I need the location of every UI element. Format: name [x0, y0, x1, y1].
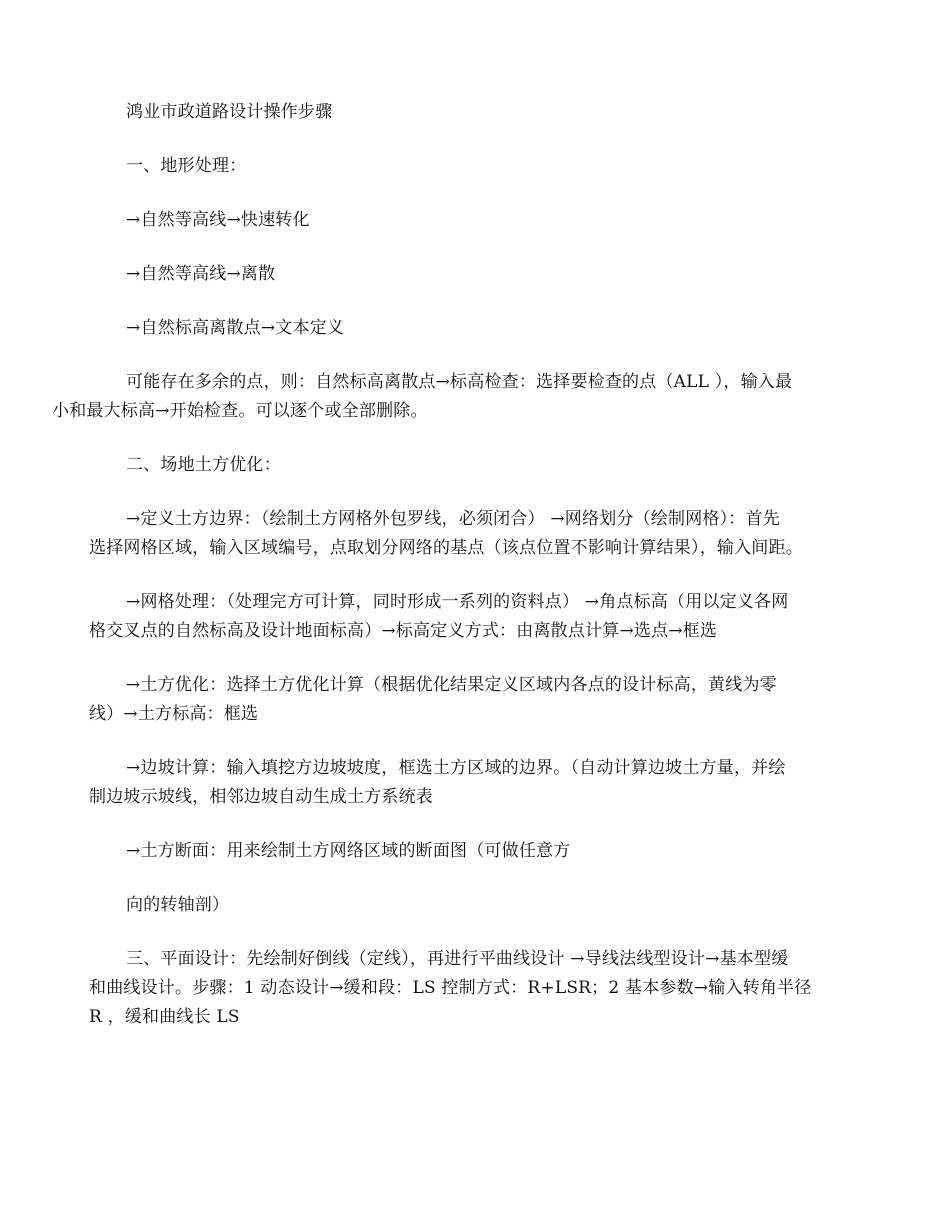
paragraph-line: 小和最大标高→开始检查。可以逐个或全部删除。	[52, 401, 428, 421]
paragraph-line: 线）→土方标高：框选	[89, 704, 259, 724]
terrain-note-paragraph	[52, 368, 864, 426]
earthwork-boundary-paragraph	[89, 505, 864, 563]
paragraph-line: 制边坡示坡线，相邻边坡自动生成土方系统表	[89, 787, 433, 807]
paragraph-line: 三、平面设计：先绘制好倒线（定线），再进行平曲线设计 →导线法线型设计→基本型缓	[126, 949, 789, 969]
earthwork-grid-paragraph	[89, 588, 864, 646]
plane-design-paragraph	[89, 945, 864, 1032]
earthwork-optimize-paragraph	[89, 671, 864, 729]
paragraph-line: 和曲线设计。步骤：1 动态设计→缓和段：LS 控制方式：R+LSR；2 基本参数→输入转角半径	[89, 978, 812, 998]
document-title: 鸿业市政道路设计操作步骤	[126, 102, 333, 122]
earthwork-slope-paragraph	[89, 754, 864, 812]
paragraph-line: →网格处理：（处理完方可计算，同时形成一系列的资料点） →角点标高（用以定义各网	[126, 592, 789, 612]
terrain-step-contour-discrete: →自然等高线→离散	[126, 264, 276, 284]
paragraph-line: →定义土方边界：（绘制土方网格外包罗线，必须闭合） →网络划分（绘制网格）：首先	[126, 509, 780, 529]
paragraph-line: 可能存在多余的点，则：自然标高离散点→标高检查：选择要检查的点（ALL ），输入最	[126, 372, 793, 392]
paragraph-line: R ，缓和曲线长 LS	[89, 1007, 240, 1027]
document-body	[52, 98, 864, 1057]
terrain-step-contour-convert: →自然等高线→快速转化	[126, 210, 310, 230]
earthwork-section-continuation: 向的转轴剖）	[126, 895, 230, 915]
earthwork-section-paragraph: →土方断面：用来绘制土方网络区域的断面图（可做任意方	[126, 841, 571, 861]
section-heading-terrain: 一、地形处理：	[126, 156, 247, 176]
section-heading-earthwork: 二、场地土方优化：	[126, 455, 281, 475]
paragraph-line: →边坡计算：输入填挖方边坡坡度，框选土方区域的边界。（自动计算边坡土方量，并绘	[126, 758, 786, 778]
paragraph-line: 选择网格区域，输入区域编号，点取划分网络的基点（该点位置不影响计算结果），输入间距。	[89, 538, 803, 558]
paragraph-line: →土方优化：选择土方优化计算（根据优化结果定义区域内各点的设计标高，黄线为零	[126, 675, 777, 695]
paragraph-line: 格交叉点的自然标高及设计地面标高）→标高定义方式：由离散点计算→选点→框选	[89, 621, 718, 641]
terrain-step-text-define: →自然标高离散点→文本定义	[126, 318, 345, 338]
